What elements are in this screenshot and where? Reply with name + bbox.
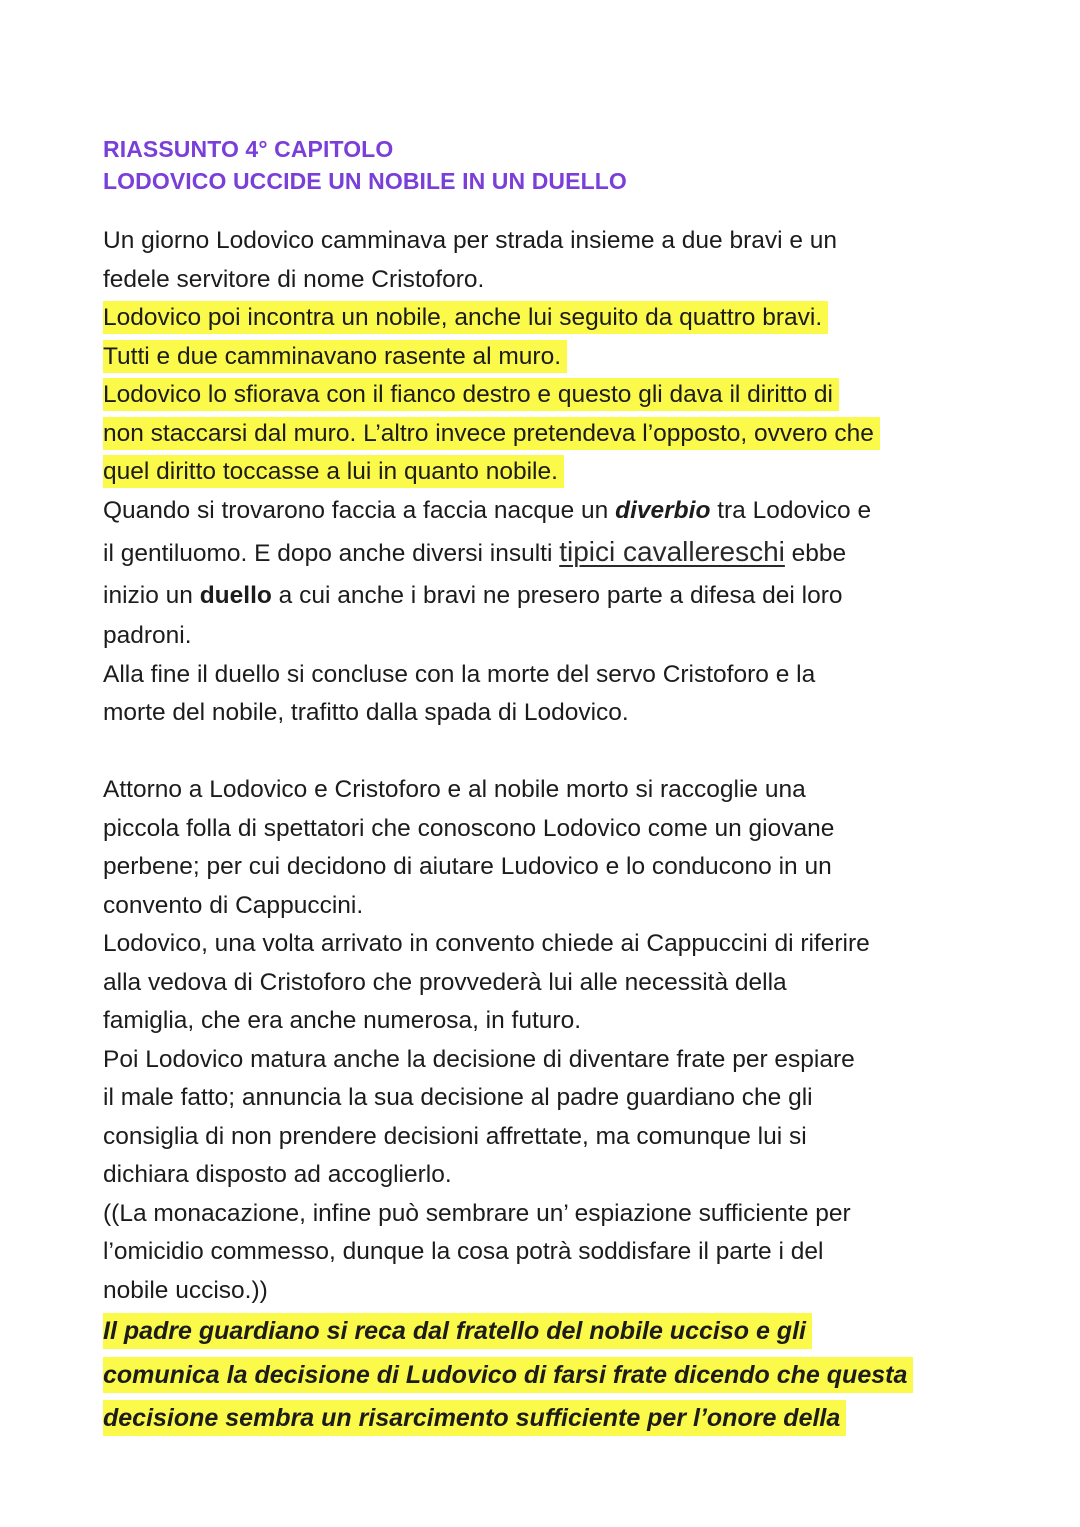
text-line xyxy=(103,1041,1003,1080)
text-line xyxy=(103,1156,1003,1195)
text-line xyxy=(103,810,1003,849)
highlighted-text: Lodovico lo sfiorava con il fianco destro e questo gli dava il diritto di xyxy=(103,378,839,411)
highlighted-line xyxy=(103,338,1003,377)
highlighted-text: quel diritto toccasse a lui in quanto nobile. xyxy=(103,455,564,488)
text-line xyxy=(103,574,1003,618)
heading-line-1: RIASSUNTO 4° CAPITOLO xyxy=(103,136,394,162)
text-segment: consiglia di non prendere decisioni affrettate, ma comunque lui si xyxy=(103,1122,807,1150)
emphasis-diverbio: diverbio xyxy=(615,496,711,524)
highlighted-text: Tutti e due camminavano rasente al muro. xyxy=(103,340,567,373)
text-line xyxy=(103,1002,1003,1041)
highlighted-text: Il padre guardiano si reca dal fratello del nobile ucciso e gli xyxy=(103,1313,812,1349)
text-segment: nobile ucciso.)) xyxy=(103,1276,268,1304)
text-segment: il male fatto; annuncia la sua decisione al padre guardiano che gli xyxy=(103,1084,813,1111)
document-body xyxy=(103,222,1003,1441)
text-line xyxy=(103,492,1003,531)
highlighted-line xyxy=(103,415,1003,454)
text-line xyxy=(103,887,1003,926)
text-line xyxy=(103,925,1003,964)
text-segment: perbene; per cui decidono di aiutare Ludovico e lo conducono in un xyxy=(103,853,832,880)
highlighted-text: non staccarsi dal muro. L’altro invece pretendeva l’opposto, ovvero che xyxy=(103,417,880,450)
highlighted-line xyxy=(103,1354,1003,1398)
text-line xyxy=(103,1233,1003,1272)
highlighted-line xyxy=(103,299,1003,338)
text-line xyxy=(103,222,1003,261)
highlighted-line xyxy=(103,453,1003,492)
text-segment: Quando si trovarono faccia a faccia nacque un xyxy=(103,496,616,524)
text-line xyxy=(103,964,1003,1003)
text-segment: il gentiluomo. E dopo anche diversi insulti xyxy=(103,540,560,567)
text-line xyxy=(103,771,1003,810)
text-segment: Un giorno Lodovico camminava per strada insieme a due bravi e un xyxy=(103,227,838,254)
highlighted-line xyxy=(103,1397,1003,1441)
text-line xyxy=(103,617,1003,656)
underlined-text: tipici cavallereschi xyxy=(559,536,785,567)
text-segment: famiglia, che era anche numerosa, in futuro. xyxy=(103,1007,582,1034)
text-segment: padroni. xyxy=(103,622,192,649)
text-line xyxy=(103,1079,1003,1118)
text-segment: morte del nobile, trafitto dalla spada di Lodovico. xyxy=(103,699,629,726)
highlighted-line xyxy=(103,376,1003,415)
text-line xyxy=(103,1118,1003,1157)
text-line xyxy=(103,1272,1003,1311)
text-segment: alla vedova di Cristoforo che provvederà lui alle necessità della xyxy=(103,968,787,996)
text-line xyxy=(103,656,1003,695)
document-heading xyxy=(103,133,627,197)
text-segment: Attorno a Lodovico e Cristoforo e al nobile morto si raccoglie una xyxy=(103,776,806,803)
text-segment: Poi Lodovico matura anche la decisione di diventare frate per espiare xyxy=(103,1045,855,1073)
text-segment: a cui anche i bravi ne presero parte a difesa dei loro xyxy=(271,581,843,609)
text-line xyxy=(103,530,1003,574)
text-segment: fedele servitore di nome Cristoforo. xyxy=(103,265,485,293)
paragraph-gap xyxy=(103,733,1003,772)
text-line xyxy=(103,261,1003,300)
text-segment: convento di Cappuccini. xyxy=(103,891,364,919)
text-segment: ((La monacazione, infine può sembrare un’ espiazione sufficiente per xyxy=(103,1199,851,1227)
text-line xyxy=(103,1195,1003,1234)
highlighted-text: Lodovico poi incontra un nobile, anche lui seguito da quattro bravi. xyxy=(103,301,828,334)
text-line xyxy=(103,848,1003,887)
text-segment: dichiara disposto ad accoglierlo. xyxy=(103,1161,452,1188)
heading-line-2: LODOVICO UCCIDE UN NOBILE IN UN DUELLO xyxy=(103,168,627,194)
emphasis-duello: duello xyxy=(199,581,272,609)
highlighted-text: decisione sembra un risarcimento sufficiente per l’onore della xyxy=(103,1400,846,1436)
text-line xyxy=(103,694,1003,733)
highlighted-line xyxy=(103,1310,1003,1354)
text-segment: Alla fine il duello si concluse con la morte del servo Cristoforo e la xyxy=(103,660,816,688)
text-segment: tra Lodovico e xyxy=(710,496,872,524)
text-segment: ebbe xyxy=(784,540,847,567)
highlighted-text: comunica la decisione di Ludovico di farsi frate dicendo che questa xyxy=(103,1357,913,1393)
text-segment: piccola folla di spettatori che conoscono Lodovico come un giovane xyxy=(103,814,835,842)
text-segment: inizio un xyxy=(103,581,200,609)
text-segment: l’omicidio commesso, dunque la cosa potrà soddisfare il parte i del xyxy=(103,1238,824,1265)
text-segment: Lodovico, una volta arrivato in convento chiede ai Cappuccini di riferire xyxy=(103,930,870,957)
